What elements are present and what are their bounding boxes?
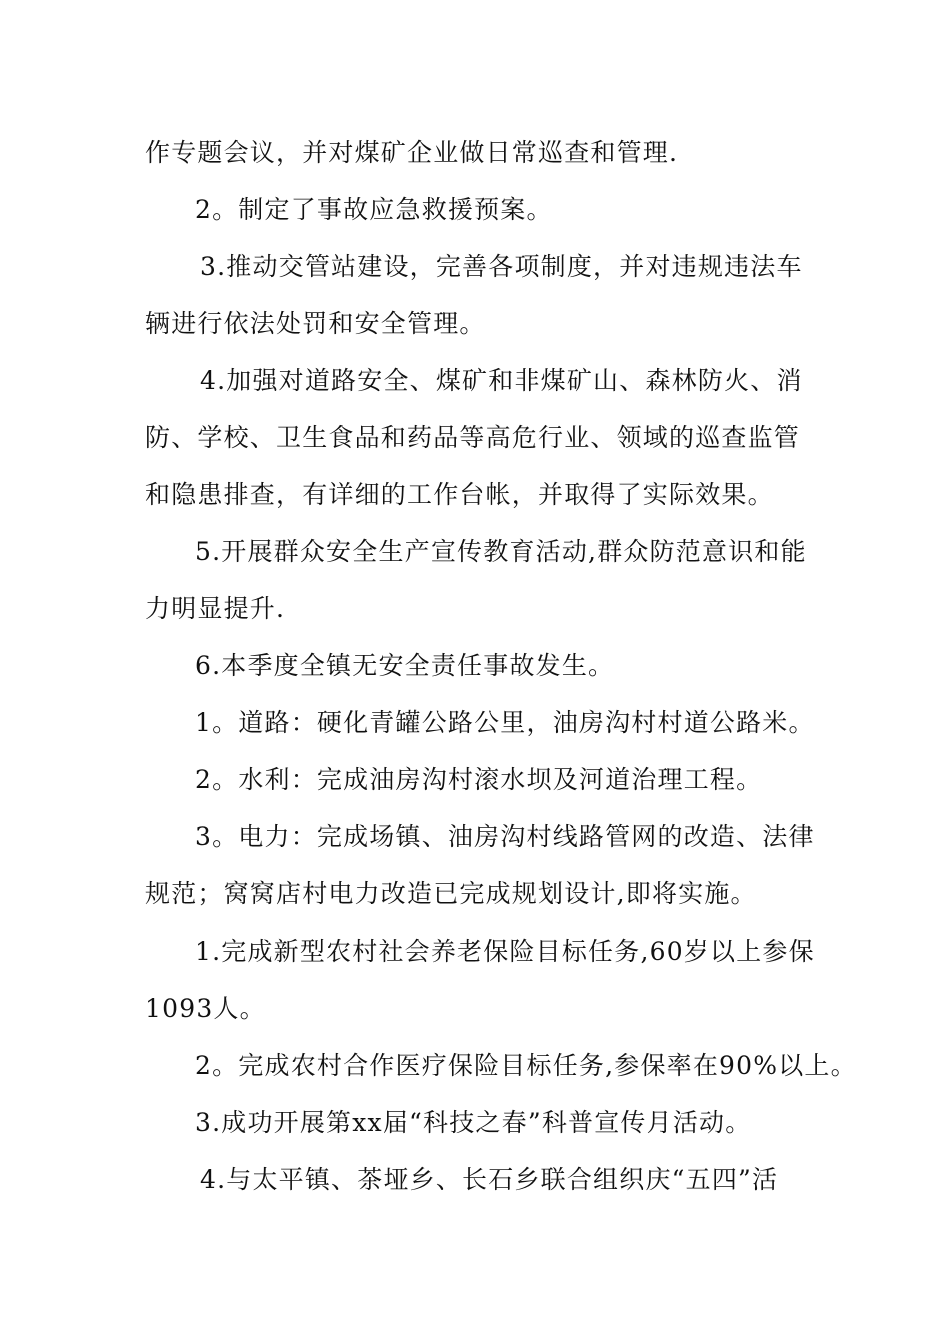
paragraph-line: 和隐患排查，有详细的工作台帐，并取得了实际效果。	[145, 480, 774, 509]
paragraph-line: 3。电力：完成场镇、油房沟村线路管网的改造、法律	[195, 822, 815, 851]
paragraph-line: 1.完成新型农村社会养老保险目标任务,60岁以上参保	[195, 937, 815, 966]
paragraph-line: 辆进行依法处罚和安全管理。	[145, 309, 486, 338]
paragraph-line: 力明显提升.	[145, 594, 286, 623]
paragraph-line: 3.成功开展第xx届“科技之春”科普宣传月活动。	[195, 1108, 752, 1137]
paragraph-line: 2。水利：完成油房沟村滚水坝及河道治理工程。	[195, 765, 763, 794]
paragraph-line: 2。完成农村合作医疗保险目标任务,参保率在90%以上。	[195, 1051, 857, 1080]
paragraph-line: 防、学校、卫生食品和药品等高危行业、领域的巡查监管	[145, 423, 801, 452]
paragraph-line: 2。制定了事故应急救援预案。	[195, 195, 553, 224]
paragraph-line: 5.开展群众安全生产宣传教育活动,群众防范意识和能	[195, 537, 807, 566]
paragraph-line: 1093人。	[145, 994, 266, 1023]
paragraph-line: 6.本季度全镇无安全责任事故发生。	[195, 651, 615, 680]
paragraph-line: 1。道路：硬化青罐公路公里，油房沟村村道公路米。	[195, 708, 815, 737]
paragraph-line: 作专题会议，并对煤矿企业做日常巡查和管理.	[145, 138, 679, 167]
paragraph-line: 4.加强对道路安全、煤矿和非煤矿山、森林防火、消	[200, 366, 803, 395]
paragraph-line: 3.推动交管站建设，完善各项制度，并对违规违法车	[200, 252, 803, 281]
paragraph-line: 规范；窝窝店村电力改造已完成规划设计,即将实施。	[145, 879, 757, 908]
paragraph-line: 4.与太平镇、茶垭乡、长石乡联合组织庆“五四”活	[200, 1165, 779, 1194]
